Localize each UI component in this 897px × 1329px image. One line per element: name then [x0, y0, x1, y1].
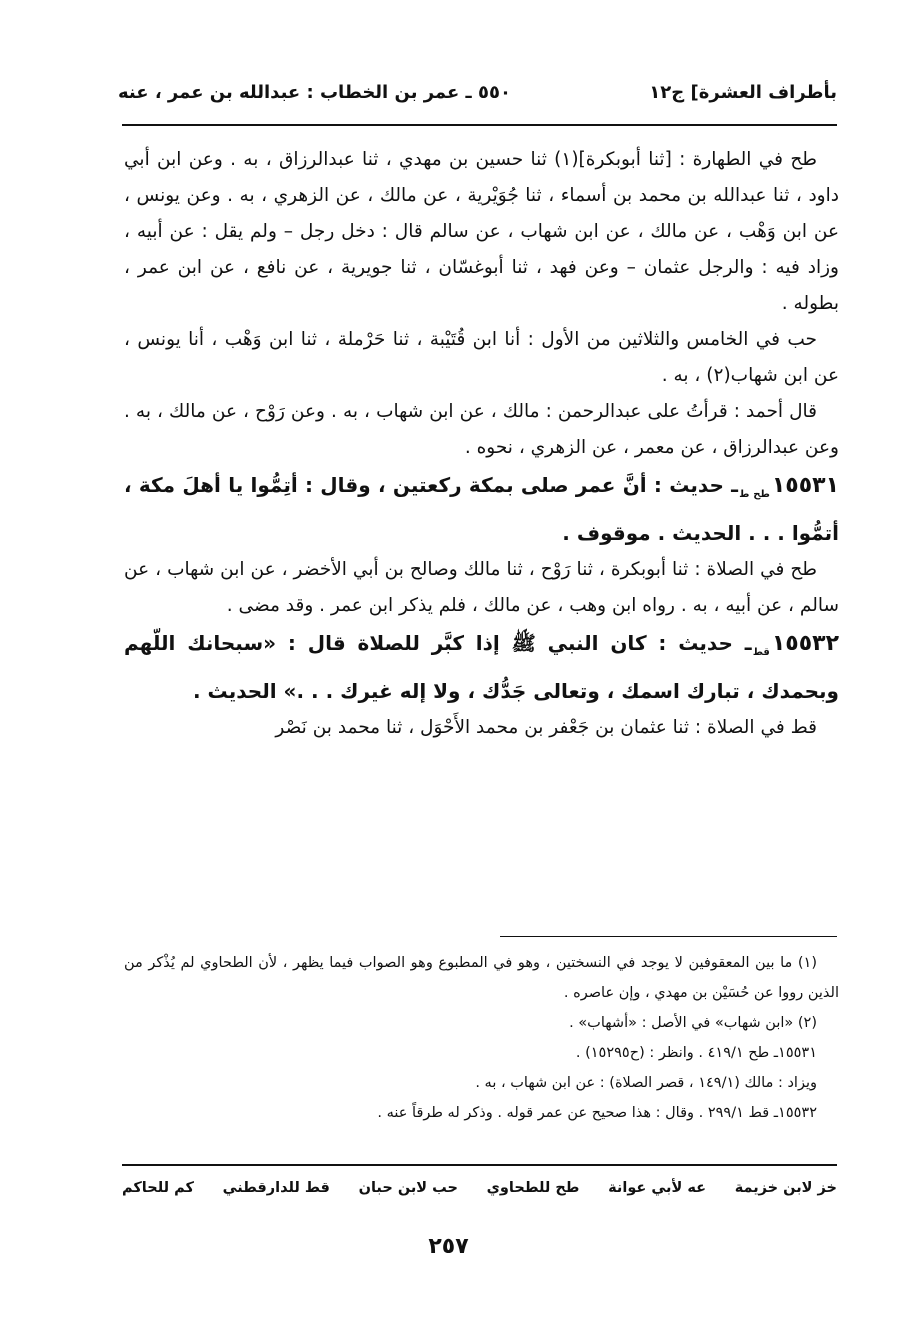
paragraph-ahmad: قال أحمد : قرأتُ على عبدالرحمن : مالك ، عن ابن شهاب ، به . وعن رَوْح ، عن مالك ، به . وعن عبدالرزاق ، عن معمر ، عن الزهري ، نحوه . — [124, 401, 839, 458]
header-chapter-title: ٥٥٠ ـ عمر بن الخطاب : عبدالله بن عمر ، عنه — [118, 81, 511, 103]
source-abbreviation: خز لابن خزيمة — [734, 1180, 837, 1196]
running-header — [118, 72, 837, 112]
source-abbreviations — [122, 1180, 837, 1196]
footnotes — [124, 948, 839, 1128]
main-text — [124, 142, 839, 746]
hadith-15532-source-marker: قط — [753, 647, 770, 658]
hadith-15531-number: ١٥٥٣١ — [771, 473, 839, 498]
paragraph-tahawi-tahara: طح في الطهارة : [ثنا أبوبكرة](١) ثنا حسين بن مهدي ، ثنا عبدالرزاق ، به . وعن ابن أبي داود ، ثنا عبدالله بن محمد بن أسماء ، ثنا جُوَيْرية ، عن مالك ، عن الزهري ، به . وعن يونس ، عن ابن وَهْب ، عن مالك ، عن ابن شهاب ، عن سالم قال : دخل رجل – ولم يقل : عن أبيه ، وزاد فيه : والرجل عثمان – وعن فهد ، ثنا أبوغسّان ، ثنا جويرية ، عن نافع ، عن ابن عمر ، بطوله . — [124, 149, 839, 314]
footnote: (١) ما بين المعقوفين لا يوجد في النسختين ، وهو في المطبوع وهو الصواب فيما يظهر ، لأن الطحاوي لم يُذْكر من الذين رووا عن حُسَيْن بن مهدي ، وإن عاصره . — [124, 955, 839, 1001]
paragraph-daraqutni-salat: قط في الصلاة : ثنا عثمان بن جَعْفر بن محمد الأَحْوَل ، ثنا محمد بن نَصْر — [275, 717, 817, 738]
hadith-15531 — [124, 466, 839, 552]
paragraph-tahawi-salat: طح في الصلاة : ثنا أبوبكرة ، ثنا رَوْح ، ثنا مالك وصالح بن أبي الأخضر ، عن ابن شهاب ، عن سالم ، عن أبيه ، به . رواه ابن وهب ، عن مالك ، فلم يذكر ابن عمر . وقد مضى . — [124, 559, 839, 616]
source-abbreviation: حب لابن حبان — [358, 1180, 458, 1196]
hadith-15532 — [124, 624, 839, 710]
hadith-15532-number: ١٥٥٣٢ — [771, 631, 839, 656]
source-abbreviation: عه لأبي عوانة — [608, 1180, 707, 1196]
footnote: (٢) «ابن شهاب» في الأصل : «أشهاب» . — [569, 1015, 817, 1031]
hadith-15532-text: ـ حديث : كان النبي ﷺ إذا كبَّر للصلاة قال : «سبحانك اللّهم وبحمدك ، تبارك اسمك ، وتعالى جَدُّك ، ولا إله غيرك . . .» الحديث . — [124, 631, 839, 703]
hadith-15531-source-marker: طح ط — [740, 489, 770, 500]
page-number: ٢٥٧ — [428, 1234, 469, 1259]
source-abbreviation: قط للدارقطني — [222, 1180, 330, 1196]
sources-rule — [122, 1164, 837, 1166]
footnote: ١٥٥٣٢ـ قط ٢٩٩/١ . وقال : هذا صحيح عن عمر قوله . وذكر له طرقاً عنه . — [377, 1105, 817, 1121]
header-book-title: بأطراف العشرة] ج١٢ — [649, 81, 837, 103]
footnote-separator — [500, 936, 837, 937]
header-rule — [122, 124, 837, 126]
hadith-15531-text: ـ حديث : أنَّ عمر صلى بمكة ركعتين ، وقال : أتِمُّوا يا أهلَ مكة ، أتمُّوا . . . الحديث . موقوف . — [124, 473, 839, 545]
source-abbreviation: طح للطحاوي — [486, 1180, 580, 1196]
source-abbreviation: كم للحاكم — [122, 1180, 194, 1196]
footnote: ويزاد : مالك (١٤٩/١ ، قصر الصلاة) : عن ابن شهاب ، به . — [475, 1075, 817, 1091]
footnote: ١٥٥٣١ـ طح ٤١٩/١ . وانظر : (ح١٥٢٩٥) . — [575, 1045, 817, 1061]
paragraph-ibn-hibban: حب في الخامس والثلاثين من الأول : أنا ابن قُتَيْبة ، ثنا حَرْملة ، ثنا ابن وَهْب ، أنا يونس ، عن ابن شهاب(٢) ، به . — [124, 329, 839, 386]
